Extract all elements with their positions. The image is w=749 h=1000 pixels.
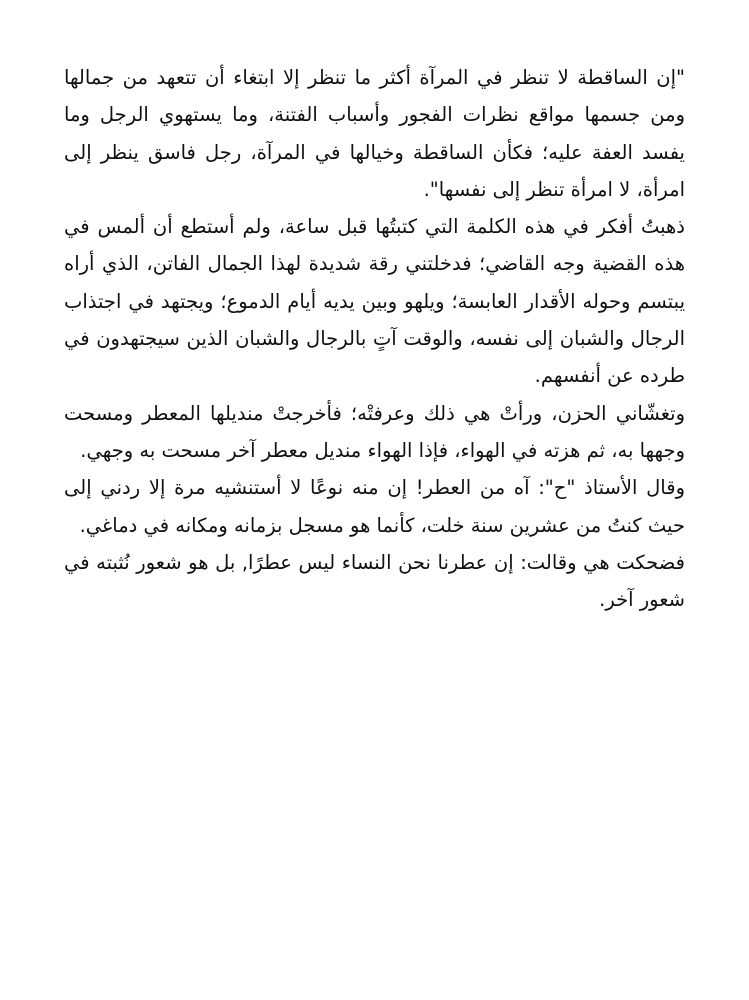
paragraph-3: وتغشّاني الحزن، ورأتْ هي ذلك وعرفتْه؛ فأخرجتْ منديلها المعطر ومسحت وجهها به، ثم هزته في الهواء، فإذا الهواء منديل معطر آخر مسحت به وجهي. (64, 401, 685, 462)
document-page (64, 59, 685, 618)
paragraph-4: وقال الأستاذ "ح": آه من العطر! إن منه نوعًا لا أستنشيه مرة إلا ردني إلى حيث كنتُ من عشرين سنة خلت، كأنما هو مسجل بزمانه ومكانه في دماغي. (64, 476, 685, 537)
paragraph-1: "إن الساقطة لا تنظر في المرآة أكثر ما تنظر إلا ابتغاء أن تتعهد من جمالها ومن جسمها مواقع نظرات الفجور وأسباب الفتنة، وما يستهوي الرجل وما يفسد العفة عليه؛ فكأن الساقطة وخيالها في المرآة، رجل فاسق ينظر إلى امرأة، لا امرأة تنظر إلى نفسها". (64, 66, 685, 201)
paragraph-5: فضحكت هي وقالت: إن عطرنا نحن النساء ليس عطرًا, بل هو شعور نُثبته في شعور آخر. (64, 550, 685, 612)
paragraph-2: ذهبتُ أفكر في هذه الكلمة التي كتبتُها قبل ساعة، ولم أستطع أن ألمس في هذه القضية وجه القاضي؛ فدخلتني رقة شديدة لهذا الجمال الفاتن، الذي أراه يبتسم وحوله الأقدار العابسة؛ ويلهو وبين يديه أيام الدموع؛ ويجتهد في اجتذاب الرجال والشبان إلى نفسه، والوقت آتٍ بالرجال والشبان الذين سيجتهدون في طرده عن أنفسهم. (64, 215, 685, 388)
